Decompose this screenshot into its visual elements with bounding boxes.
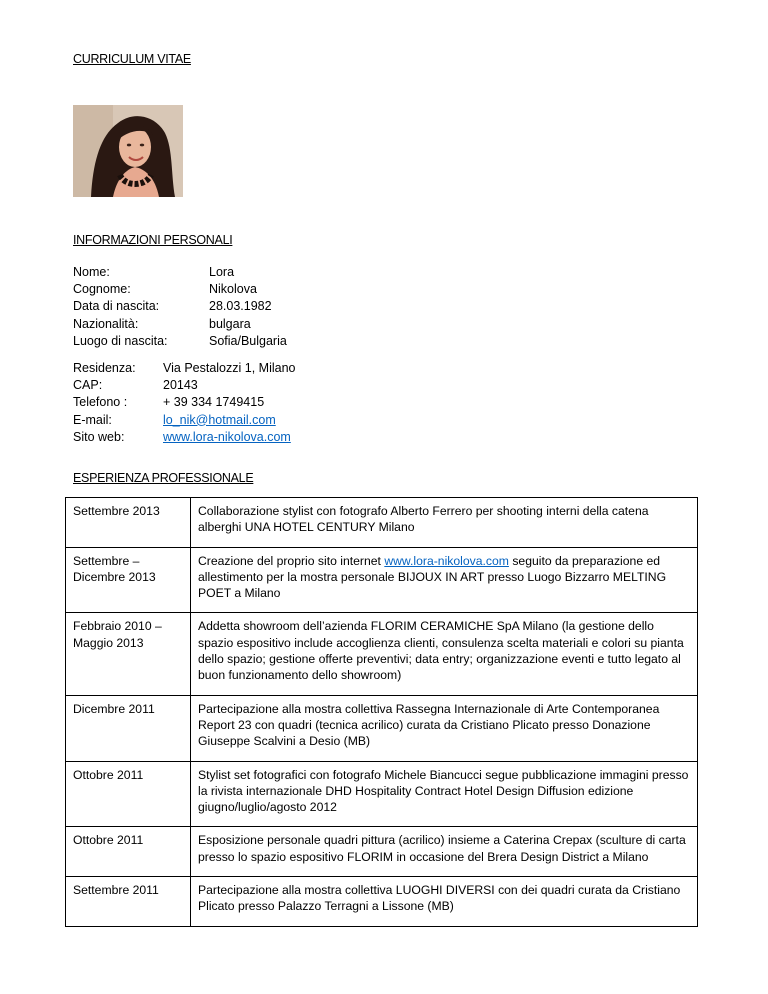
phone-value: + 39 334 1749415 xyxy=(163,395,265,410)
personal-info-heading: INFORMAZIONI PERSONALI xyxy=(73,233,233,247)
field-label: Residenza: xyxy=(73,361,136,375)
field-label: Telefono : xyxy=(73,395,128,410)
experience-heading: ESPERIENZA PROFESSIONALE xyxy=(73,471,254,485)
field-value: Lora xyxy=(209,265,235,279)
field-value: bulgara xyxy=(209,316,251,331)
field-label: Luogo di nascita: xyxy=(73,333,168,348)
experience-date: Settembre 2013 xyxy=(66,498,191,548)
field-label: CAP: xyxy=(73,378,103,393)
experience-description: Collaborazione stylist con fotografo Alberto Ferrero per shooting interni della catena alberghi UNA HOTEL CENTURY Milano xyxy=(191,498,698,548)
field-label: Nazionalità: xyxy=(73,316,139,331)
field-value: Nikolova xyxy=(209,282,257,297)
field-value: Sofia/Bulgaria xyxy=(209,333,287,348)
table-row xyxy=(66,613,698,695)
email-link[interactable]: lo_nik@hotmail.com xyxy=(163,412,276,427)
experience-description: Partecipazione alla mostra collettiva LUOGHI DIVERSI con dei quadri curata da Cristiano Plicato presso Palazzo Terragni a Lissone (MB) xyxy=(191,877,698,927)
field-label: Nome: xyxy=(73,265,110,279)
table-row xyxy=(66,547,698,613)
experience-date: Ottobre 2011 xyxy=(66,827,191,877)
experience-description xyxy=(191,547,698,613)
experience-description: Stylist set fotografici con fotografo Michele Biancucci segue pubblicazione immagini presso la rivista internazionale DHD Hospitality Contract Hotel Design Diffusion edizione giugno/luglio/agosto 2012 xyxy=(191,761,698,827)
page-title: CURRICULUM VITAE xyxy=(73,52,191,66)
experience-description: Addetta showroom dell’azienda FLORIM CERAMICHE SpA Milano (la gestione dello spazio espositivo include accoglienza clienti, consulenza scelta materiali e colori su pianta dello spazio; gestione offerte preventivi; data entry; organizzazione eventi e tutto legato al buon funzionamento dello showroom) xyxy=(191,613,698,695)
experience-table xyxy=(65,497,698,927)
website-link[interactable]: www.lora-nikolova.com xyxy=(384,553,509,568)
portrait-image xyxy=(73,105,183,197)
description-text: Creazione del proprio sito internet xyxy=(198,553,385,568)
address-value: Via Pestalozzi 1, Milano xyxy=(163,361,296,375)
experience-description: Esposizione personale quadri pittura (acrilico) insieme a Caterina Crepax (sculture di carta presso lo spazio espositivo FLORIM in occasione del Brera Design District a Milano xyxy=(191,827,698,877)
postal-code-value: 20143 xyxy=(163,378,198,393)
table-row xyxy=(66,877,698,927)
experience-date: Febbraio 2010 – Maggio 2013 xyxy=(66,613,191,695)
experience-date: Settembre 2011 xyxy=(66,877,191,927)
field-label: Sito web: xyxy=(73,429,125,444)
experience-date: Ottobre 2011 xyxy=(66,761,191,827)
experience-description: Partecipazione alla mostra collettiva Rassegna Internazionale di Arte Contemporanea Report 23 con quadri (tecnica acrilico) curata da Cristiano Plicato presso Donazione Giuseppe Scalvini a Desio (MB) xyxy=(191,695,698,761)
experience-date: Settembre – Dicembre 2013 xyxy=(66,547,191,613)
description-text: seguito da preparazione ed allestimento per la mostra personale BIJOUX IN ART presso Luogo Bizzarro MELTING POET a Milano xyxy=(198,553,667,601)
field-label: Data di nascita: xyxy=(73,299,160,314)
experience-date: Dicembre 2011 xyxy=(66,695,191,761)
table-row xyxy=(66,827,698,877)
table-row xyxy=(66,498,698,548)
website-link[interactable]: www.lora-nikolova.com xyxy=(163,429,291,444)
field-value: 28.03.1982 xyxy=(209,299,272,314)
table-row xyxy=(66,761,698,827)
portrait-photo xyxy=(73,105,183,197)
field-label: Cognome: xyxy=(73,282,131,297)
field-label: E-mail: xyxy=(73,412,112,427)
table-row xyxy=(66,695,698,761)
